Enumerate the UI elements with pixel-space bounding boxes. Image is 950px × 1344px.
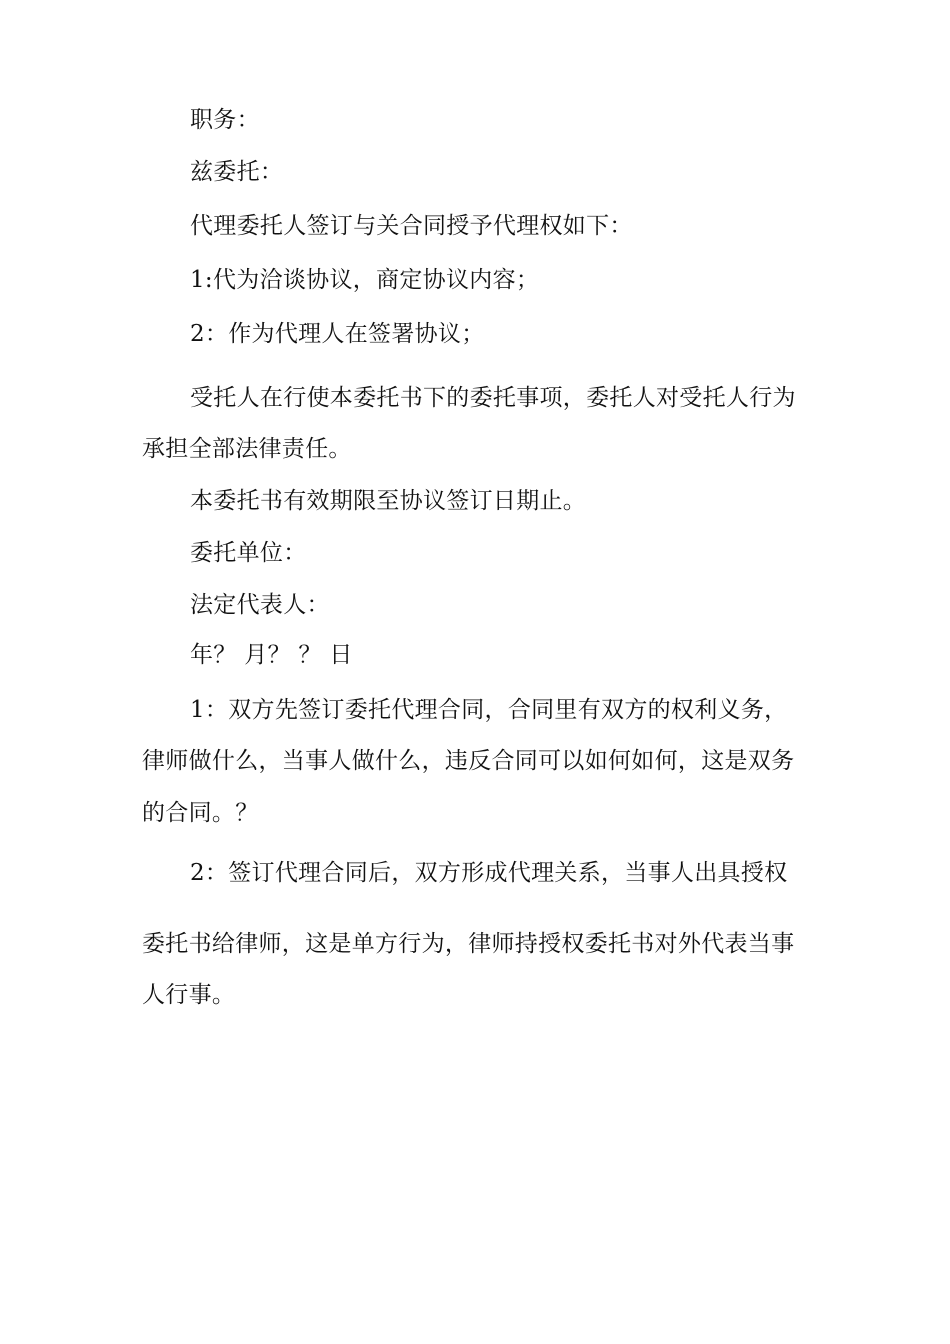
responsibility-line-1: 受托人在行使本委托书下的委托事项，委托人对受托人行为 — [190, 385, 796, 411]
position-label: 职务： — [190, 107, 260, 133]
note-2-line-1: 2：签订代理合同后，双方形成代理关系，当事人出具授权 — [190, 860, 788, 886]
entrust-label: 兹委托： — [190, 159, 284, 185]
validity-statement: 本委托书有效期限至协议签订日期止。 — [190, 488, 587, 514]
authorization-item-1: 1:代为洽谈协议，商定协议内容； — [190, 267, 540, 293]
authorization-item-2: 2：作为代理人在签署协议； — [190, 321, 485, 347]
note-1-line-2: 律师做什么，当事人做什么，违反合同可以如何如何，这是双务 — [142, 748, 795, 774]
note-1-line-1: 1：双方先签订委托代理合同，合同里有双方的权利义务， — [190, 697, 788, 723]
legal-representative-label: 法定代表人： — [190, 592, 330, 618]
note-2-line-3: 人行事。 — [142, 982, 236, 1008]
note-2-line-2: 委托书给律师，这是单方行为，律师持授权委托书对外代表当事 — [142, 931, 795, 957]
note-1-line-3: 的合同。？ — [142, 800, 259, 826]
responsibility-line-2: 承担全部法律责任。 — [142, 436, 352, 462]
entrusting-unit-label: 委托单位： — [190, 540, 307, 566]
date-line: 年？ 月？ ？ 日 — [190, 642, 353, 668]
authorization-intro: 代理委托人签订与关合同授予代理权如下： — [190, 213, 633, 239]
